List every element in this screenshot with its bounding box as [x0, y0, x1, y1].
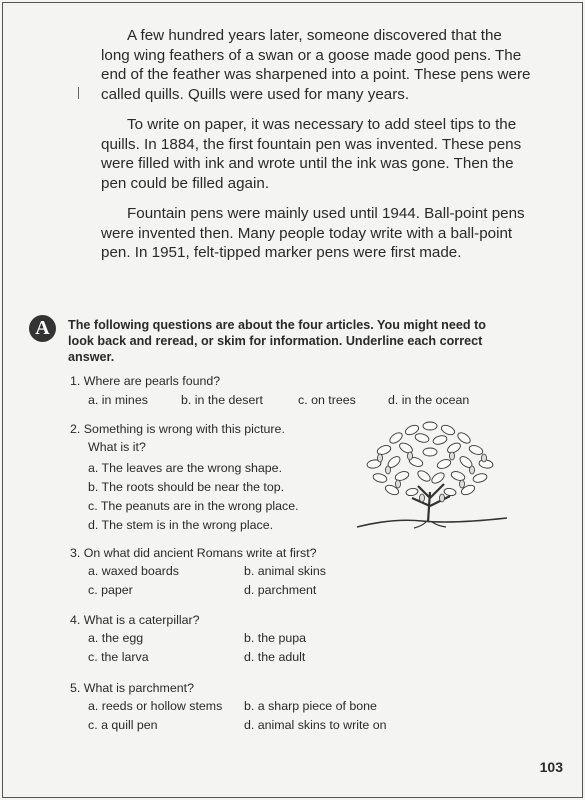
question-number: 1.	[70, 374, 81, 388]
page-number: 103	[539, 759, 563, 775]
question-prompt: Something is wrong with this picture.	[83, 422, 285, 436]
peanut-plant-illustration	[352, 414, 512, 534]
answer-option[interactable]: b. the pupa	[244, 631, 307, 645]
question-4-text	[70, 611, 430, 629]
article-paragraph-1: A few hundred years later, someone discovered that the long wing feathers of a swan or a goose made good pens. The end of the feather was sharpened into a point. These pens were called quills. Quills were used for many years.	[101, 27, 531, 103]
question-3-text	[70, 544, 430, 562]
answer-option[interactable]: d. The stem is in the wrong place.	[88, 518, 274, 532]
question-prompt: Where are pearls found?	[83, 374, 221, 388]
question-2-text	[70, 420, 350, 438]
answer-option[interactable]: a. the egg	[88, 631, 144, 645]
answer-option[interactable]: d. animal skins to write on	[244, 718, 387, 732]
answer-option[interactable]: c. on trees	[298, 393, 356, 407]
answer-option[interactable]: d. in the ocean	[388, 393, 470, 407]
question-3	[70, 544, 430, 600]
answer-option[interactable]: b. The roots should be near the top.	[88, 480, 285, 494]
answer-option[interactable]: b. a sharp piece of bone	[244, 699, 377, 713]
question-number: 3.	[70, 546, 81, 560]
question-2-text-line-2: What is it?	[88, 440, 146, 454]
section-letter-badge: A	[29, 315, 56, 342]
question-prompt: What is parchment?	[83, 681, 194, 695]
answer-option[interactable]: a. waxed boards	[88, 564, 179, 578]
answer-option[interactable]: b. animal skins	[244, 564, 326, 578]
question-4	[70, 611, 430, 667]
answer-option[interactable]: c. a quill pen	[88, 718, 158, 732]
article-text	[101, 26, 533, 274]
question-number: 2.	[70, 422, 81, 436]
question-5-text	[70, 679, 450, 697]
answer-option[interactable]: a. in mines	[88, 393, 148, 407]
answer-option[interactable]: c. the larva	[88, 650, 149, 664]
question-1	[70, 372, 530, 412]
answer-option[interactable]: a. reeds or hollow stems	[88, 699, 223, 713]
section-instructions: The following questions are about the four articles. You might need to look back and reread, or skim for information. Underline each correct answer.	[68, 318, 486, 364]
article-paragraph-3: Fountain pens were mainly used until 1944. Ball-point pens were invented then. Many people today write with a ball-point pen. In 1951, felt-tipped marker pens were first made.	[101, 205, 525, 261]
answer-option[interactable]: a. The leaves are the wrong shape.	[88, 461, 283, 475]
answer-option[interactable]: d. parchment	[244, 583, 317, 597]
question-prompt: What is a caterpillar?	[83, 613, 200, 627]
question-number: 4.	[70, 613, 81, 627]
question-5	[70, 679, 450, 735]
answer-option[interactable]: c. The peanuts are in the wrong place.	[88, 499, 299, 513]
question-number: 5.	[70, 681, 81, 695]
question-prompt: On what did ancient Romans write at first?	[83, 546, 317, 560]
question-1-text	[70, 372, 530, 390]
answer-option[interactable]: b. in the desert	[181, 393, 263, 407]
article-paragraph-2: To write on paper, it was necessary to add steel tips to the quills. In 1884, the first fountain pen was invented. These pens were filled with ink and wrote until the ink was gone. Then the pen could be filled again.	[101, 116, 522, 192]
answer-option[interactable]: c. paper	[88, 583, 133, 597]
answer-option[interactable]: d. the adult	[244, 650, 306, 664]
question-2	[70, 420, 350, 535]
margin-mark	[78, 87, 79, 99]
